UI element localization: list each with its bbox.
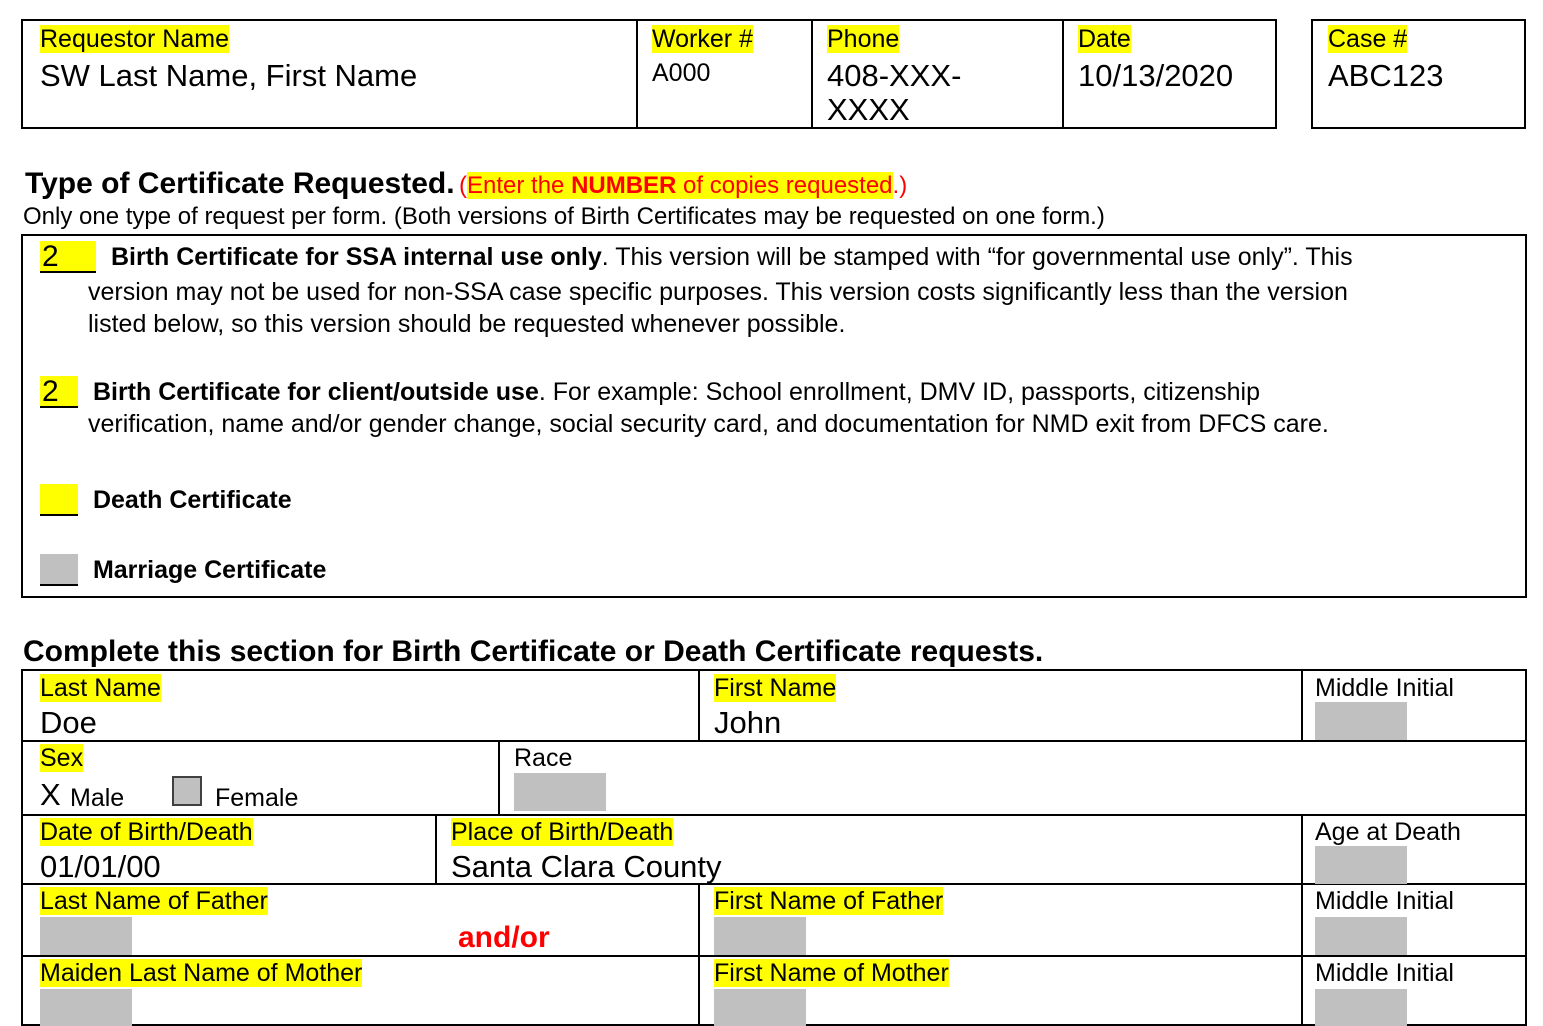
option-ssa-birth-certificate [40, 241, 1510, 273]
phone-field-line1[interactable]: 408-XXX- [827, 58, 962, 93]
requestor-name-field[interactable]: SW Last Name, First Name [40, 58, 418, 93]
race-field[interactable] [514, 773, 606, 811]
client-option-desc-2: verification, name and/or gender change, social security card, and documentation for NMD exit from DFCS care. [88, 410, 1329, 438]
mother-first-name-label: First Name of Mother [714, 959, 949, 987]
mother-last-name-label: Maiden Last Name of Mother [40, 959, 363, 987]
mother-first-name-field[interactable] [714, 989, 806, 1026]
certificate-note: (Enter the NUMBER of copies requested.) [459, 172, 908, 199]
certificate-subtext: Only one type of request per form. (Both versions of Birth Certificates may be requested on one form.) [23, 203, 1105, 230]
father-middle-initial-field[interactable] [1315, 917, 1407, 955]
client-option-desc-1: . For example: School enrollment, DMV ID, passports, citizenship [538, 378, 1260, 406]
ssa-option-desc-2: version may not be used for non-SSA case specific purposes. This version costs significantly less than the version [88, 278, 1348, 306]
last-name-label: Last Name [40, 674, 161, 702]
ssa-option-desc-1: . This version will be stamped with “for governmental use only”. This [601, 243, 1353, 271]
phone-field-line2[interactable]: XXXX [827, 92, 910, 127]
person-section-heading: Complete this section for Birth Certificate or Death Certificate requests. [23, 635, 1044, 668]
marriage-count-field[interactable] [40, 554, 78, 586]
date-label: Date [1078, 25, 1131, 53]
person-table [21, 669, 1527, 1026]
middle-initial-label: Middle Initial [1315, 674, 1454, 702]
age-at-death-label: Age at Death [1315, 818, 1461, 846]
death-count-field[interactable] [40, 484, 78, 516]
ssa-option-desc-3: listed below, so this version should be requested whenever possible. [88, 310, 846, 338]
male-label: Male [70, 784, 125, 812]
worker-number-label: Worker # [652, 25, 753, 53]
ssa-option-title: Birth Certificate for SSA internal use only [110, 243, 602, 271]
first-name-label: First Name [714, 674, 837, 702]
father-middle-initial-label: Middle Initial [1315, 887, 1454, 915]
mother-last-name-field[interactable] [40, 989, 132, 1026]
male-checkbox[interactable]: X [40, 777, 61, 812]
case-box [1311, 19, 1526, 129]
father-first-name-field[interactable] [714, 917, 806, 955]
certificate-options-box [21, 234, 1527, 598]
worker-number-field[interactable]: A000 [652, 59, 711, 87]
sex-label: Sex [40, 744, 84, 772]
case-number-field[interactable]: ABC123 [1328, 58, 1444, 93]
requestor-box [21, 19, 1277, 129]
case-number-label: Case # [1328, 25, 1408, 53]
and-or-note: and/or [458, 921, 550, 954]
last-name-field[interactable]: Doe [40, 705, 97, 740]
age-at-death-field[interactable] [1315, 846, 1407, 884]
certificate-heading [25, 166, 907, 204]
ssa-count-field[interactable]: 2 [40, 241, 96, 273]
father-first-name-label: First Name of Father [714, 887, 944, 915]
place-label: Place of Birth/Death [451, 818, 674, 846]
option-marriage-certificate [40, 554, 326, 586]
client-count-field[interactable]: 2 [40, 376, 78, 408]
dob-label: Date of Birth/Death [40, 818, 253, 846]
mother-middle-initial-label: Middle Initial [1315, 959, 1454, 987]
female-label: Female [215, 784, 299, 812]
father-last-name-label: Last Name of Father [40, 887, 268, 915]
option-death-certificate [40, 484, 292, 516]
marriage-option-title: Marriage Certificate [92, 556, 327, 584]
requestor-name-label: Requestor Name [40, 25, 229, 53]
race-label: Race [514, 744, 573, 772]
phone-label: Phone [827, 25, 900, 53]
client-option-title: Birth Certificate for client/outside use [92, 378, 539, 406]
death-option-title: Death Certificate [92, 486, 292, 514]
place-field[interactable]: Santa Clara County [451, 849, 722, 884]
date-field[interactable]: 10/13/2020 [1078, 58, 1234, 93]
female-checkbox[interactable] [172, 776, 202, 806]
option-client-birth-certificate [40, 376, 1510, 408]
father-last-name-field[interactable] [40, 917, 132, 955]
dob-field[interactable]: 01/01/00 [40, 849, 161, 884]
mother-middle-initial-field[interactable] [1315, 989, 1407, 1026]
first-name-field[interactable]: John [714, 705, 782, 740]
middle-initial-field[interactable] [1315, 702, 1407, 740]
certificate-heading-title: Type of Certificate Requested. [25, 167, 455, 200]
